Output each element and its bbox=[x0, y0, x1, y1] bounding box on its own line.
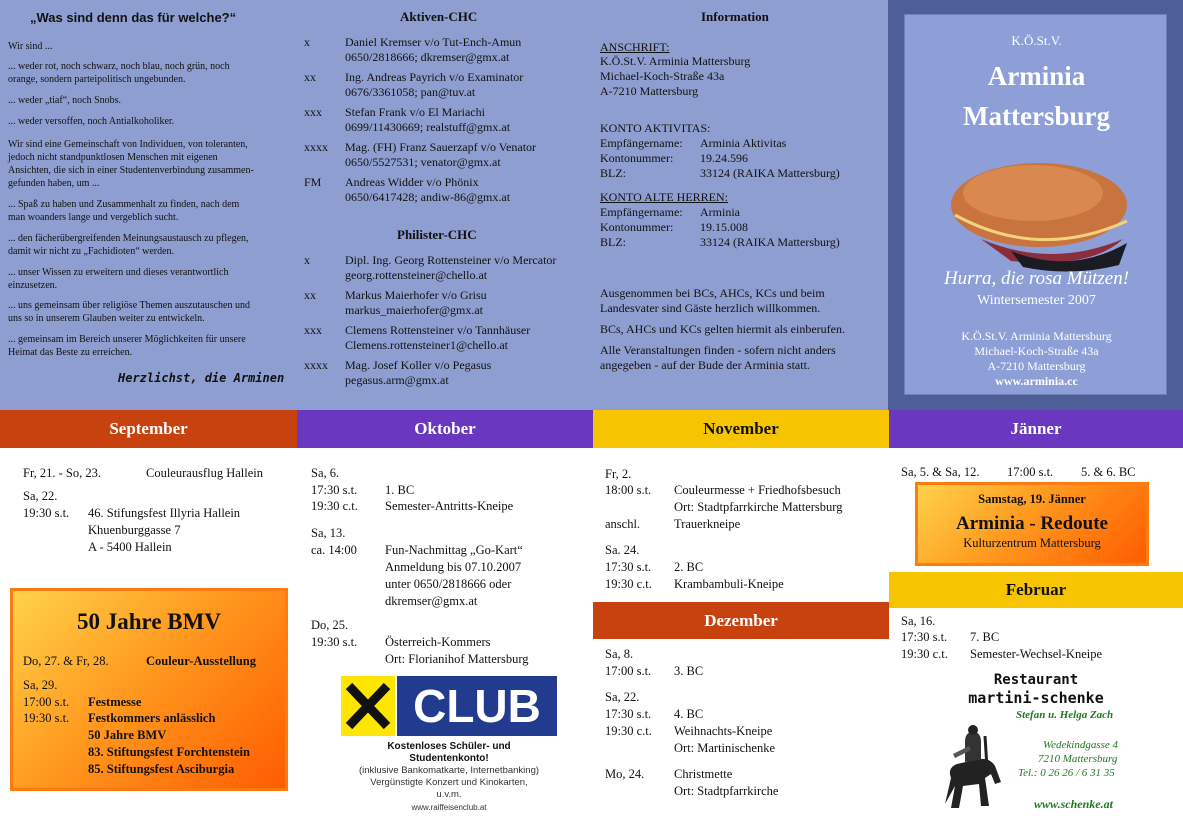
event-title: 4. BC bbox=[674, 707, 704, 721]
info-note: Alle Veranstaltungen finden - sofern nicht anders bbox=[600, 343, 836, 357]
event-title: 7. BC bbox=[970, 630, 1000, 644]
cover-semester: Wintersemester 2007 bbox=[977, 293, 1096, 308]
raiffeisen-gable-icon bbox=[341, 676, 395, 736]
konto-aktivitas-label: KONTO AKTIVITAS: bbox=[600, 121, 711, 135]
event-title: Festmesse bbox=[88, 695, 142, 709]
event-time: 19:30 c.t. bbox=[605, 724, 652, 738]
event-title: Krambambuli-Kneipe bbox=[674, 577, 784, 591]
konto-value: 19.24.596 bbox=[700, 151, 748, 165]
welcome-line: einzusetzen. bbox=[8, 280, 58, 291]
event-date: Sa, 16. bbox=[901, 614, 936, 628]
rank-label: xxxx bbox=[304, 140, 328, 154]
welcome-line: uns so in unserem Glauben weiter zu entwickeln. bbox=[8, 313, 205, 324]
event-date: Sa, 6. bbox=[311, 466, 340, 480]
konto-key: Kontonummer: bbox=[600, 151, 674, 165]
info-title: Information bbox=[701, 9, 769, 24]
event-title: Couleur-Ausstellung bbox=[146, 654, 256, 668]
rank-label: x bbox=[304, 253, 310, 267]
event-title: Semester-Wechsel-Kneipe bbox=[970, 647, 1103, 661]
header-jaenner: Jänner bbox=[889, 410, 1183, 448]
konto-value: 33124 (RAIKA Mattersburg) bbox=[700, 166, 840, 180]
rank-label: xxx bbox=[304, 105, 322, 119]
welcome-line: ... weder rot, noch schwarz, noch blau, noch grün, noch bbox=[8, 61, 230, 72]
event-detail: Ort: Stadtpfarrkirche Mattersburg bbox=[674, 500, 843, 514]
event-date: Fr, 2. bbox=[605, 467, 632, 481]
welcome-line: orange, sondern parteipolitisch ungebunden. bbox=[8, 74, 186, 85]
member-name: Ing. Andreas Payrich v/o Examinator bbox=[345, 70, 524, 84]
redoute-title: Arminia - Redoute bbox=[956, 513, 1108, 534]
event-title: Fun-Nachmittag „Go-Kart“ bbox=[385, 543, 523, 557]
event-title: Österreich-Kommers bbox=[385, 635, 491, 649]
welcome-line: Ansichten, die sich in einer Studentenverbindung zusammen- bbox=[8, 165, 254, 176]
cover-name-line1: Arminia bbox=[987, 61, 1086, 91]
anschrift-line: K.Ö.St.V. Arminia Mattersburg bbox=[600, 54, 751, 68]
member-name: Andreas Widder v/o Phönix bbox=[345, 175, 479, 189]
event-time: ca. 14:00 bbox=[311, 543, 357, 557]
member-name: Markus Maierhofer v/o Grisu bbox=[345, 288, 487, 302]
welcome-line: ... uns gemeinsam über religiöse Themen auszutauschen und bbox=[8, 300, 250, 311]
konto-value: Arminia bbox=[700, 205, 740, 219]
header-dezember: Dezember bbox=[593, 602, 889, 639]
event-date: Fr, 21. - So, 23. bbox=[23, 466, 101, 480]
event-title: 2. BC bbox=[674, 560, 704, 574]
welcome-line: Heimat das Beste zu erreichen. bbox=[8, 347, 133, 358]
event-title: 3. BC bbox=[674, 664, 704, 678]
event-title: Christmette bbox=[674, 767, 733, 781]
konto-value: 19.15.008 bbox=[700, 220, 748, 234]
event-time: 17:30 s.t. bbox=[901, 630, 948, 644]
event-date: Sa, 13. bbox=[311, 526, 346, 540]
anschrift-line: Michael-Koch-Straße 43a bbox=[600, 69, 725, 83]
member-contact: markus_maierhofer@gmx.at bbox=[345, 303, 484, 317]
welcome-line: Wir sind eine Gemeinschaft von Individuen, von toleranten, bbox=[8, 139, 248, 150]
redoute-date: Samstag, 19. Jänner bbox=[978, 492, 1086, 506]
event-time: 18:00 s.t. bbox=[605, 483, 652, 497]
event-date: Mo, 24. bbox=[605, 767, 645, 781]
club-text: u.v.m. bbox=[436, 789, 462, 800]
member-name: Stefan Frank v/o El Mariachi bbox=[345, 105, 485, 119]
info-note: Ausgenommen bei BCs, AHCs, KCs und beim bbox=[600, 286, 825, 300]
event-date: Sa, 8. bbox=[605, 647, 634, 661]
member-contact: georg.rottensteiner@chello.at bbox=[345, 268, 488, 282]
konto-value: 33124 (RAIKA Mattersburg) bbox=[700, 235, 840, 249]
event-detail: A - 5400 Hallein bbox=[88, 540, 172, 554]
restaurant-owners: Stefan u. Helga Zach bbox=[1016, 709, 1114, 721]
event-title: Semester-Antritts-Kneipe bbox=[385, 499, 514, 513]
club-text: (inklusive Bankomatkarte, Internetbanking) bbox=[358, 765, 540, 776]
event-date: Sa, 5. & Sa, 12. bbox=[901, 465, 980, 479]
welcome-line: damit wir nicht zu „Fachidioten“ werden. bbox=[8, 246, 175, 257]
restaurant-address: Wedekindgasse 4 bbox=[1043, 739, 1119, 751]
konto-key: BLZ: bbox=[600, 166, 626, 180]
konto-ah-label: KONTO ALTE HERREN: bbox=[600, 190, 729, 204]
cover-website: www.arminia.cc bbox=[995, 374, 1078, 388]
event-title: Couleurausflug Hallein bbox=[146, 466, 263, 480]
event-time: 19:30 c.t. bbox=[901, 647, 948, 661]
header-november: November bbox=[593, 410, 889, 448]
event-title: Couleurmesse + Friedhofsbesuch bbox=[674, 483, 841, 497]
redoute-place: Kulturzentrum Mattersburg bbox=[963, 536, 1101, 550]
event-time: 19:30 c.t. bbox=[605, 577, 652, 591]
event-detail: Khuenburggasse 7 bbox=[88, 523, 181, 537]
event-title: 46. Stifungsfest Illyria Hallein bbox=[88, 506, 241, 520]
welcome-signature: Herzlichst, die Arminen bbox=[118, 371, 285, 385]
rank-label: xxx bbox=[304, 323, 322, 337]
event-title: 85. Stiftungsfest Asciburgia bbox=[88, 762, 235, 776]
event-title: Trauerkneipe bbox=[674, 517, 741, 531]
member-contact: 0650/6417428; andiw-86@gmx.at bbox=[345, 190, 511, 204]
cover-card bbox=[904, 14, 1167, 395]
event-title: Festkommers anlässlich bbox=[88, 711, 216, 725]
event-time: 17:00 s.t. bbox=[1007, 465, 1054, 479]
event-time: 17:30 s.t. bbox=[605, 560, 652, 574]
member-name: Daniel Kremser v/o Tut-Ench-Amun bbox=[345, 35, 522, 49]
knight-on-horse-icon bbox=[935, 724, 1007, 814]
restaurant-address: 7210 Mattersburg bbox=[1038, 753, 1118, 765]
event-time: 17:30 s.t. bbox=[605, 707, 652, 721]
event-date: Sa. 24. bbox=[605, 543, 640, 557]
event-detail: dkremser@gmx.at bbox=[385, 594, 478, 608]
anschrift-line: A-7210 Mattersburg bbox=[600, 84, 699, 98]
header-oktober: Oktober bbox=[297, 410, 593, 448]
bmv-title: 50 Jahre BMV bbox=[77, 609, 221, 634]
konto-key: Empfängername: bbox=[600, 136, 683, 150]
event-time: 17:00 s.t. bbox=[23, 695, 70, 709]
restaurant-name-line1: Restaurant bbox=[993, 672, 1079, 688]
rank-label: xxxx bbox=[304, 358, 328, 372]
member-contact: 0650/5527531; venator@gmx.at bbox=[345, 155, 501, 169]
event-date: Sa, 22. bbox=[605, 690, 640, 704]
member-contact: 0699/11430669; realstuff@gmx.at bbox=[345, 120, 511, 134]
restaurant-phone: Tel.: 0 26 26 / 6 31 35 bbox=[1018, 767, 1115, 779]
redoute-box bbox=[915, 482, 1149, 566]
event-detail: Ort: Florianihof Mattersburg bbox=[385, 652, 529, 666]
rank-label: xx bbox=[304, 288, 316, 302]
club-text: Kostenloses Schüler- und bbox=[387, 741, 511, 752]
event-title: 50 Jahre BMV bbox=[88, 728, 167, 742]
konto-value: Arminia Aktivitas bbox=[700, 136, 787, 150]
member-contact: 0676/3361058; pan@tuv.at bbox=[345, 85, 476, 99]
welcome-line: Wir sind ... bbox=[8, 41, 53, 52]
cover-name-line2: Mattersburg bbox=[963, 101, 1110, 131]
rank-label: xx bbox=[304, 70, 316, 84]
konto-key: Empfängername: bbox=[600, 205, 683, 219]
event-date: Sa, 22. bbox=[23, 489, 58, 503]
konto-key: Kontonummer: bbox=[600, 220, 674, 234]
member-contact: 0650/2818666; dkremser@gmx.at bbox=[345, 50, 510, 64]
welcome-title: „Was sind denn das für welche?“ bbox=[30, 10, 237, 25]
member-name: Mag. (FH) Franz Sauerzapf v/o Venator bbox=[345, 140, 537, 154]
info-note: BCs, AHCs und KCs gelten hiermit als einberufen. bbox=[600, 322, 845, 336]
restaurant-website[interactable]: www.schenke.at bbox=[1034, 797, 1113, 811]
philister-title: Philister-CHC bbox=[397, 227, 477, 242]
club-logo bbox=[341, 676, 557, 736]
welcome-line: ... Spaß zu haben und Zusammenhalt zu finden, nach dem bbox=[8, 199, 240, 210]
welcome-line: man woanders lange und vergeblich sucht. bbox=[8, 212, 179, 223]
club-website[interactable]: www.raiffeisenclub.at bbox=[411, 803, 487, 812]
event-date: Do, 25. bbox=[311, 618, 349, 632]
student-cap-icon bbox=[941, 143, 1136, 273]
restaurant-name-line2: martini-schenke bbox=[968, 689, 1104, 707]
event-time: anschl. bbox=[605, 517, 641, 531]
header-februar: Februar bbox=[889, 572, 1183, 608]
event-time: 19:30 s.t. bbox=[23, 506, 70, 520]
cover-address-line: A-7210 Mattersburg bbox=[987, 359, 1086, 373]
welcome-line: ... gemeinsam im Bereich unserer Möglichkeiten für unsere bbox=[8, 334, 246, 345]
rank-label: x bbox=[304, 35, 310, 49]
club-text: Vergünstigte Konzert und Kinokarten, bbox=[370, 777, 528, 788]
bmv-box bbox=[10, 588, 288, 791]
event-time: 17:00 s.t. bbox=[605, 664, 652, 678]
cover-org: K.Ö.St.V. bbox=[1011, 33, 1062, 48]
header-september: September bbox=[0, 410, 297, 448]
event-date: Do, 27. & Fr, 28. bbox=[23, 654, 109, 668]
event-title: 1. BC bbox=[385, 483, 415, 497]
info-note: angegeben - auf der Bude der Arminia statt. bbox=[600, 358, 810, 372]
event-title: Weihnachts-Kneipe bbox=[674, 724, 773, 738]
event-time: 19:30 s.t. bbox=[311, 635, 358, 649]
member-contact: Clemens.rottensteiner1@chello.at bbox=[345, 338, 509, 352]
welcome-line: ... weder „tiaf“, noch Snobs. bbox=[8, 95, 122, 106]
welcome-line: ... unser Wissen zu erweitern und dieses verantwortlich bbox=[8, 267, 229, 278]
event-time: 17:30 s.t. bbox=[311, 483, 358, 497]
event-detail: unter 0650/2818666 oder bbox=[385, 577, 512, 591]
event-detail: Anmeldung bis 07.10.2007 bbox=[385, 560, 522, 574]
member-name: Mag. Josef Koller v/o Pegasus bbox=[345, 358, 492, 372]
event-time: 19:30 c.t. bbox=[311, 499, 358, 513]
cover-address-line: K.Ö.St.V. Arminia Mattersburg bbox=[961, 329, 1112, 343]
welcome-line: ... den fächerübergreifenden Meinungsaustausch zu pflegen, bbox=[8, 233, 249, 244]
member-name: Dipl. Ing. Georg Rottensteiner v/o Mercator bbox=[345, 253, 557, 267]
event-title: 83. Stiftungsfest Forchtenstein bbox=[88, 745, 250, 759]
event-title: 5. & 6. BC bbox=[1081, 465, 1136, 479]
welcome-line: jedoch nicht standpunktlosen Menschen mit eigenen bbox=[8, 152, 218, 163]
rank-label: FM bbox=[304, 175, 322, 189]
aktiven-title: Aktiven-CHC bbox=[400, 9, 478, 24]
cover-address-line: Michael-Koch-Straße 43a bbox=[974, 344, 1099, 358]
event-time: 19:30 s.t. bbox=[23, 711, 70, 725]
club-text: Studentenkonto! bbox=[409, 753, 489, 764]
cover-slogan: Hurra, die rosa Mützen! bbox=[943, 268, 1130, 289]
konto-key: BLZ: bbox=[600, 235, 626, 249]
anschrift-label: ANSCHRIFT: bbox=[600, 40, 670, 54]
event-detail: Ort: Martinischenke bbox=[674, 741, 776, 755]
member-contact: pegasus.arm@gmx.at bbox=[345, 373, 449, 387]
welcome-line: ... weder versoffen, noch Antialkoholiker. bbox=[8, 116, 175, 127]
welcome-line: gefunden haben, um ... bbox=[8, 178, 100, 189]
event-detail: Ort: Stadtpfarrkirche bbox=[674, 784, 779, 798]
club-wordmark: CLUB bbox=[397, 676, 557, 736]
event-date: Sa, 29. bbox=[23, 678, 58, 692]
info-note: Landesvater sind Gäste herzlich willkommen. bbox=[600, 301, 821, 315]
member-name: Clemens Rottensteiner v/o Tannhäuser bbox=[345, 323, 531, 337]
